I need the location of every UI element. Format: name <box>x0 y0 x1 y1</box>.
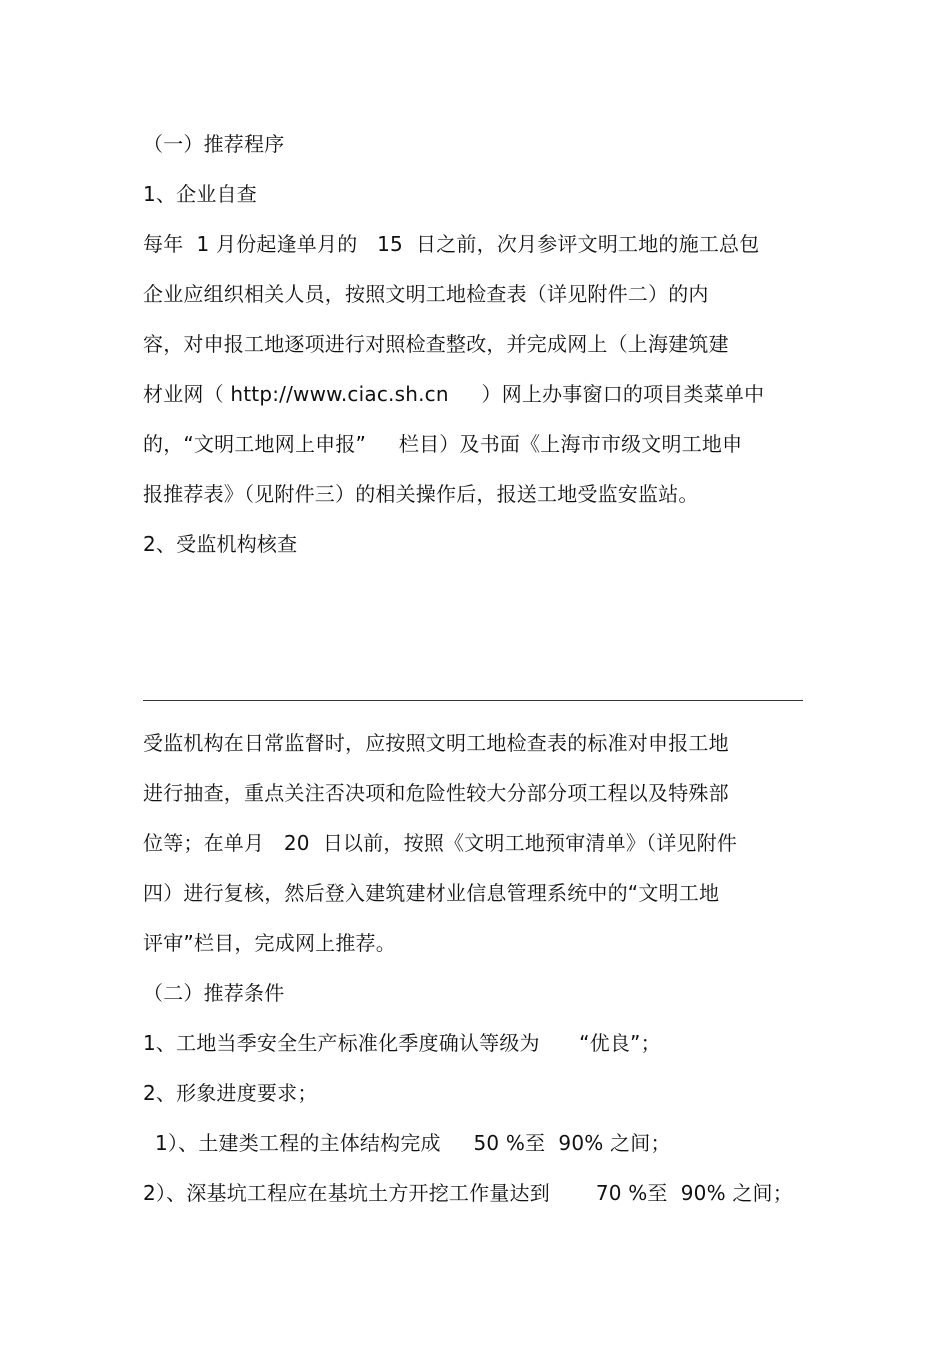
paragraph-line: 每年 1 月份起逢单月的 15 日之前，次月参评文明工地的施工总包 <box>143 232 760 256</box>
section-heading-conditions: （二）推荐条件 <box>143 981 285 1005</box>
paragraph-line: 进行抽查，重点关注否决项和危险性较大分部分项工程以及特殊部 <box>143 781 729 805</box>
paragraph-line: 的，“文明工地网上申报” 栏目）及书面《上海市市级文明工地申 <box>143 432 743 456</box>
condition-subitem: 1）、土建类工程的主体结构完成 50 %至 90% 之间； <box>155 1131 671 1155</box>
paragraph-line: 受监机构在日常监督时，应按照文明工地检查表的标准对申报工地 <box>143 731 729 755</box>
item-title-supervision-check: 2、受监机构核查 <box>143 532 298 556</box>
paragraph-line: 报推荐表》（见附件三）的相关操作后，报送工地受监安监站。 <box>143 482 699 506</box>
paragraph-line: 四）进行复核，然后登入建筑建材业信息管理系统中的“文明工地 <box>143 881 720 905</box>
section-heading-procedure: （一）推荐程序 <box>143 132 285 156</box>
item-title-self-check: 1、企业自查 <box>143 182 257 206</box>
condition-item: 2、形象进度要求； <box>143 1081 318 1105</box>
paragraph-line: 评审”栏目，完成网上推荐。 <box>143 931 396 955</box>
condition-item: 1、工地当季安全生产标准化季度确认等级为 “优良”； <box>143 1031 661 1055</box>
page-divider <box>143 700 803 701</box>
condition-subitem: 2）、深基坑工程应在基坑土方开挖工作量达到 70 %至 90% 之间； <box>143 1181 793 1205</box>
paragraph-line: 容，对申报工地逐项进行对照检查整改，并完成网上（上海建筑建 <box>143 332 729 356</box>
paragraph-line: 材业网（ http://www.ciac.sh.cn ）网上办事窗口的项目类菜单中 <box>143 382 765 406</box>
paragraph-line: 位等；在单月 20 日以前，按照《文明工地预审清单》（详见附件 <box>143 831 738 855</box>
paragraph-line: 企业应组织相关人员，按照文明工地检查表（详见附件二）的内 <box>143 282 709 306</box>
